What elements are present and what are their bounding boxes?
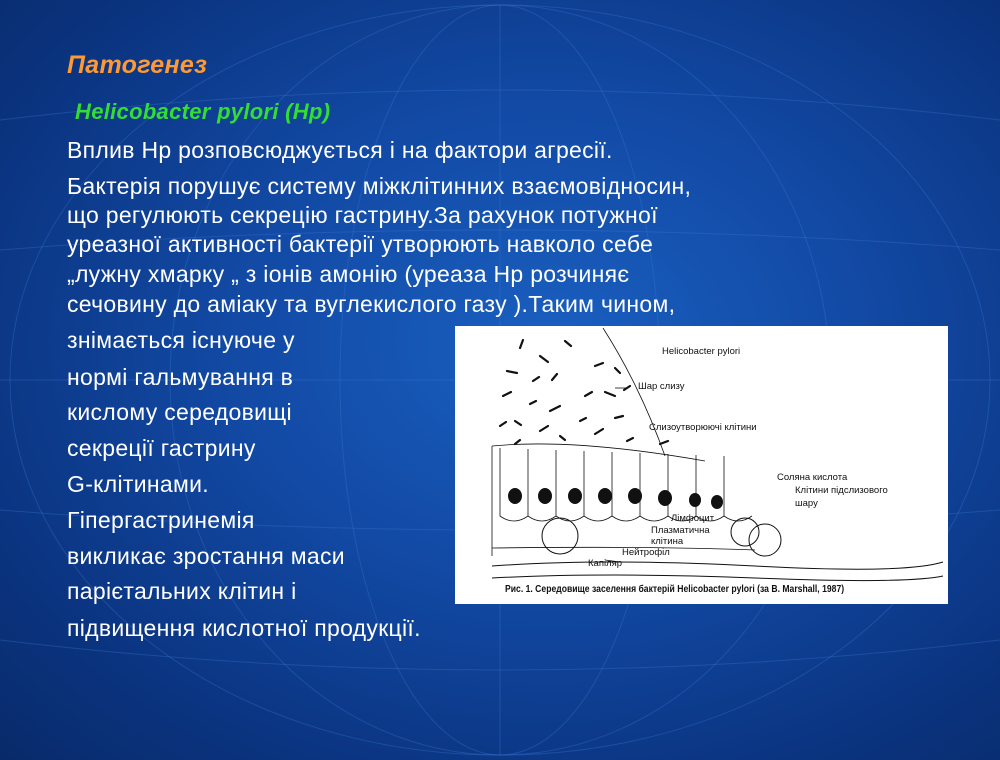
epithelial-cell bbox=[724, 456, 752, 521]
body-line: сечовину до аміаку та вуглекислого газу ).Таким чином, bbox=[67, 291, 676, 317]
label-hcl: Соляна кислота bbox=[777, 472, 848, 483]
body-line: уреазної активності бактерії утворюють навколо себе bbox=[67, 231, 654, 257]
body-line: кислому середовищі bbox=[67, 399, 292, 425]
figure-caption: Рис. 1. Середовище заселення бактерій Helicobacter pylori (за B. Marshall, 1987) bbox=[505, 583, 845, 595]
body-line: „лужну хмарку „ з іонів амонію (уреаза Hp розчиняє bbox=[67, 261, 630, 287]
label-helicobacter: Helicobacter pylori bbox=[662, 346, 741, 357]
epithelial-cell bbox=[500, 448, 528, 521]
epithelial-cell bbox=[556, 450, 584, 521]
label-neutrophil: Нейтрофіл bbox=[622, 547, 670, 558]
epithelial-cell bbox=[584, 451, 612, 521]
epithelial-cell bbox=[696, 455, 724, 521]
body-line: парієтальних клітин і bbox=[67, 578, 297, 604]
body-line: Вплив Hp розповсюджується і на фактори агресії. bbox=[67, 137, 613, 163]
slide-title: Патогенез bbox=[67, 51, 208, 79]
label-lymphocyte: Лімфоцит bbox=[671, 513, 715, 524]
body-line: Гіпергастринемія bbox=[67, 507, 255, 533]
body-line: G-клітинами. bbox=[67, 471, 209, 497]
label-plasma-cell: Плазматична bbox=[651, 525, 710, 536]
body-line: знімається існуюче у bbox=[67, 327, 295, 353]
label-plasma-cell-2: клітина bbox=[651, 536, 684, 547]
figure-gastric-mucosa bbox=[455, 326, 948, 604]
label-mucous-cells: Слизоутворюючі клітини bbox=[649, 422, 757, 433]
body-line: що регулюють секрецію гастрину.За рахунок потужної bbox=[67, 202, 658, 228]
mucosa-illustration bbox=[455, 326, 948, 604]
body-line: викликає зростання маси bbox=[67, 543, 345, 569]
slide-subtitle: Helicobacter pylori (Hp) bbox=[75, 99, 331, 124]
body-line: Бактерія порушує систему міжклітинних взаємовідносин, bbox=[67, 173, 692, 199]
epithelial-cell bbox=[668, 454, 696, 521]
label-submucous: Клітини підслизового bbox=[795, 485, 888, 496]
body-line: підвищення кислотної продукції. bbox=[67, 615, 421, 641]
body-line: нормі гальмування в bbox=[67, 364, 294, 390]
epithelial-cell bbox=[612, 452, 640, 521]
body-line: секреції гастрину bbox=[67, 435, 256, 461]
label-submucous-2: шару bbox=[795, 498, 818, 509]
epithelial-cell bbox=[640, 453, 668, 521]
label-mucus-layer: Шар слизу bbox=[638, 381, 685, 392]
label-capillary: Капіляр bbox=[588, 558, 623, 569]
epithelial-cell bbox=[528, 449, 556, 521]
